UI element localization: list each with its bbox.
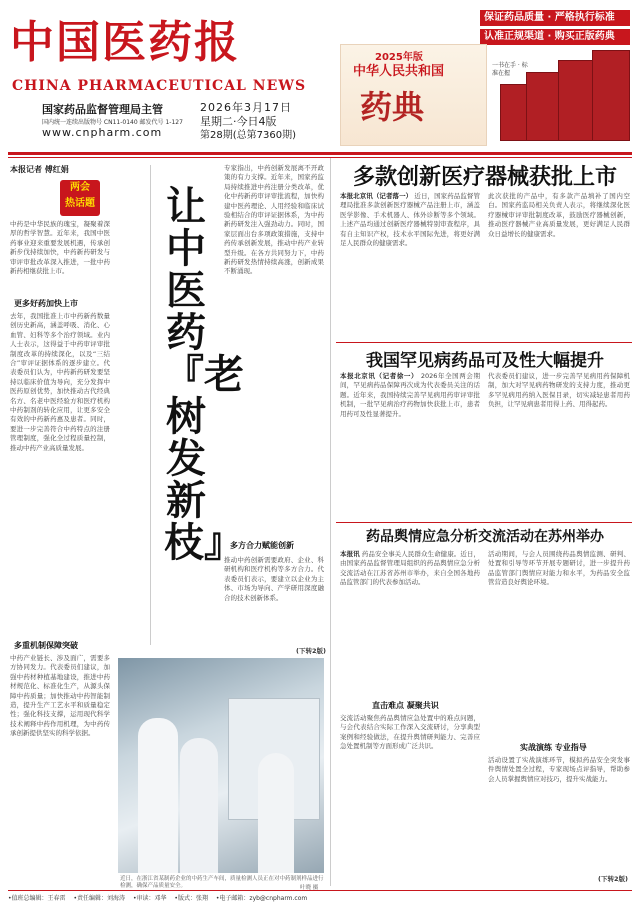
masthead-rule xyxy=(8,152,632,155)
left-byline: 本报记者 傅红娟 xyxy=(10,165,69,174)
left-subhead-1: 更多好药加快上市 xyxy=(14,299,78,308)
ad-slogans xyxy=(480,10,630,45)
footer-item: •值班总编辑：王春雷 xyxy=(8,895,66,902)
footer-item: •审读：邓华 xyxy=(132,895,167,902)
footer xyxy=(8,890,632,902)
vertical-headline xyxy=(156,183,244,566)
photo-caption: 近日，在浙江省某制药企业的中药生产车间，质量检测人员正在对中药制剂样品进行检测，确保产品质量安全。 xyxy=(120,876,324,889)
ad-slogan-2: 认准正规渠道 · 购买正版药典 xyxy=(480,29,630,45)
right-section-rule xyxy=(330,158,331,886)
article2-body: 2026年全国两会期间，罕见病药品保障再次成为代表委员关注的话题。近年来，我国持续完善罕见病用药审评审批机制，一批罕见病治疗药物加快获批上市，患者用药可及性显著提升。 xyxy=(340,372,480,418)
article1-body-2: 此次获批的产品中，有多款产品填补了国内空白。国家药监局相关负责人表示，将继续深化医疗器械审评审批制度改革，鼓励医疗器械创新，推动医疗器械产业高质量发展，更好满足人民群众日益增长的健康需求。 xyxy=(488,192,630,238)
article1-byline: 本报北京讯（记者落一） xyxy=(340,192,413,200)
article3-byline: 本报讯 xyxy=(340,550,360,558)
ad-title: 药典 xyxy=(360,88,425,126)
book-icon xyxy=(558,60,596,141)
badge-line-2: 热话题 xyxy=(65,198,95,209)
left-subhead-2: 多方合力赋能创新 xyxy=(230,541,294,550)
ad-year: 2025年版 xyxy=(375,52,423,63)
article-separator xyxy=(336,522,632,523)
masthead-title: 中国医药报 xyxy=(10,17,240,68)
article3-body-4: 活动设置了实战演练环节，模拟药品安全突发事件舆情处置全过程，专家现场点评指导，帮助参会人员掌握舆情应对技巧，提升实战能力。 xyxy=(488,756,630,783)
issue-date: 2026年3月17日 xyxy=(200,101,292,114)
article3-body-2: 交流活动聚焦药品舆情应急处置中的难点问题，与会代表结合实际工作深入交流研讨，分享典型案例和经验做法，在提升舆情研判能力、完善应急处置机制等方面形成广泛共识。 xyxy=(340,714,480,751)
issue-weekday: 星期二·今日4版 xyxy=(200,115,277,128)
ad-book-stack xyxy=(500,46,630,146)
vertical-title-rule xyxy=(150,165,151,645)
footer-item: •责任编辑：刘海涛 xyxy=(73,895,126,902)
footer-item: •版式：张翔 xyxy=(174,895,208,902)
book-icon xyxy=(592,50,630,141)
masthead-english: CHINA PHARMACEUTICAL NEWS xyxy=(12,78,307,94)
photo-credit: 叶晓 摄 xyxy=(300,885,319,891)
article2-body-1 xyxy=(340,372,480,520)
hot-topic-badge xyxy=(60,180,100,216)
lab-photo xyxy=(118,658,324,873)
article3-subhead-2: 实战演练 专业指导 xyxy=(520,743,587,752)
date-block xyxy=(200,101,296,143)
article1-body-1 xyxy=(340,192,480,340)
left-column-text-3: 中药产业链长、涉及面广，需要多方协同发力。代表委员们建议，加强中药材种植基地建设，推进中药材规范化、标准化生产，从源头保障中药质量；加快推动中药智能制造，提升生产工艺水平和质量稳定性；强化科技支撑，运用现代科学技术阐释中药作用机理，为中药传承创新提供坚实的科学依据。 xyxy=(10,654,110,738)
footer-email[interactable]: •电子邮箱：zyb@cnpharm.com xyxy=(215,895,308,902)
middle-column-text-2: 推动中药创新需要政府、企业、科研机构和医疗机构等多方合力。代表委员们表示，要建立以企业为主体、市场为导向、产学研用深度融合的技术创新体系。 xyxy=(224,556,324,602)
left-continued: (下转2版) xyxy=(296,647,326,655)
article3-continued: (下转2版) xyxy=(598,875,628,883)
article-separator xyxy=(336,342,632,343)
left-column-text-1: 中药是中华民族的瑰宝，凝聚着深厚的哲学智慧。近年来，我国中医药事业迎来重要发展机遇，传承创新步伐持续加快，中药新药研发与审评审批改革深入推进，一批中药新药相继获批上市。 xyxy=(10,220,110,276)
photo-person xyxy=(180,738,218,873)
badge-line-1: 两会 xyxy=(70,182,90,193)
middle-column-text-1: 专家指出，中药创新发展离不开政策的有力支撑。近年来，国家药监局持续推进中药注册分类改革，优化中药新药审评审批流程，加快构建中医药理论、人用经验和临床试验相结合的审评证据体系，为中药新药研发注入强劲动力。同时，国家层面出台多项政策措施，支持中药传承创新发展，推动中药产业转型升级。在各方共同努力下，中药新药研发热情持续高涨，创新成果不断涌现。 xyxy=(224,164,324,276)
article3-body-3: 活动期间，与会人员围绕药品舆情监测、研判、处置和引导等环节开展专题研讨，进一步提升药品监管部门舆情应对能力和水平，为药品安全监管营造良好舆论环境。 xyxy=(488,550,630,587)
publication-info: 国内统一连续出版物号 CN11-0140 邮发代号 1-127 xyxy=(42,119,183,126)
photo-person xyxy=(258,753,294,873)
masthead-thin-rule xyxy=(8,157,632,158)
article1-body: 近日，国家药品监督管理局批准多款创新医疗器械产品注册上市，涵盖医学影像、手术机器人、体外诊断等多个领域。上述产品均通过创新医疗器械特别审查程序，具有自主知识产权，技术水平国际先进，将更好满足人民群众的健康需求。 xyxy=(340,192,480,248)
article3-body-1 xyxy=(340,550,480,698)
article2-byline: 本报北京讯（记者徐一） xyxy=(340,372,419,380)
left-subhead-3: 多重机制保障突破 xyxy=(14,641,78,650)
article3-subhead-1: 直击难点 凝聚共识 xyxy=(372,701,439,710)
article1-headline: 多款创新医疗器械获批上市 xyxy=(352,164,617,190)
vertical-headline-text: 让中医药『老树发新枝』 xyxy=(164,183,244,566)
website[interactable]: www.cnpharm.com xyxy=(42,126,163,139)
left-column-text-2: 去年，我国批准上市中药新药数量创历史新高，涵盖呼吸、消化、心血管、妇科等多个治疗领域。业内人士表示，这得益于中药审评审批制度改革的持续深化，以及“三结合”审评证据体系的逐步建立。代表委员们认为，中药新药研发要坚持以临床价值为导向，充分发挥中医药原创优势，加快推动古代经典名方、名老中医经验方和医疗机构中药制剂的转化应用，让更多安全有效的中药新药惠及患者。同时，要进一步完善符合中药特点的注册管理制度，强化全过程质量控制，推动中药产业高质量发展。 xyxy=(10,312,110,452)
article3-body: 药品安全事关人民群众生命健康。近日，由国家药品监督管理局组织的药品舆情应急分析交流活动在江苏省苏州市举办，来自全国各地药品监管部门的代表参加活动。 xyxy=(340,550,480,587)
book-icon xyxy=(526,72,562,141)
article2-body-2: 代表委员们建议，进一步完善罕见病用药保障机制，加大对罕见病药物研发的支持力度，推动更多罕见病用药纳入医保目录，切实减轻患者用药负担，让罕见病患者用得上药、用得起药。 xyxy=(488,372,630,409)
photo-person xyxy=(138,718,178,873)
ad-slogan-1: 保证药品质量 · 严格执行标准 xyxy=(480,10,630,26)
ad-note: 一书在手 · 标准在握 xyxy=(492,62,528,77)
sponsor-line: 国家药品监督管理局主管 xyxy=(42,103,163,116)
article2-headline: 我国罕见病药品可及性大幅提升 xyxy=(366,351,604,371)
article3-headline: 药品舆情应急分析交流活动在苏州举办 xyxy=(366,529,604,545)
ad-name: 中华人民共和国 xyxy=(353,64,445,79)
issue-number: 第28期(总第7360期) xyxy=(200,130,296,141)
